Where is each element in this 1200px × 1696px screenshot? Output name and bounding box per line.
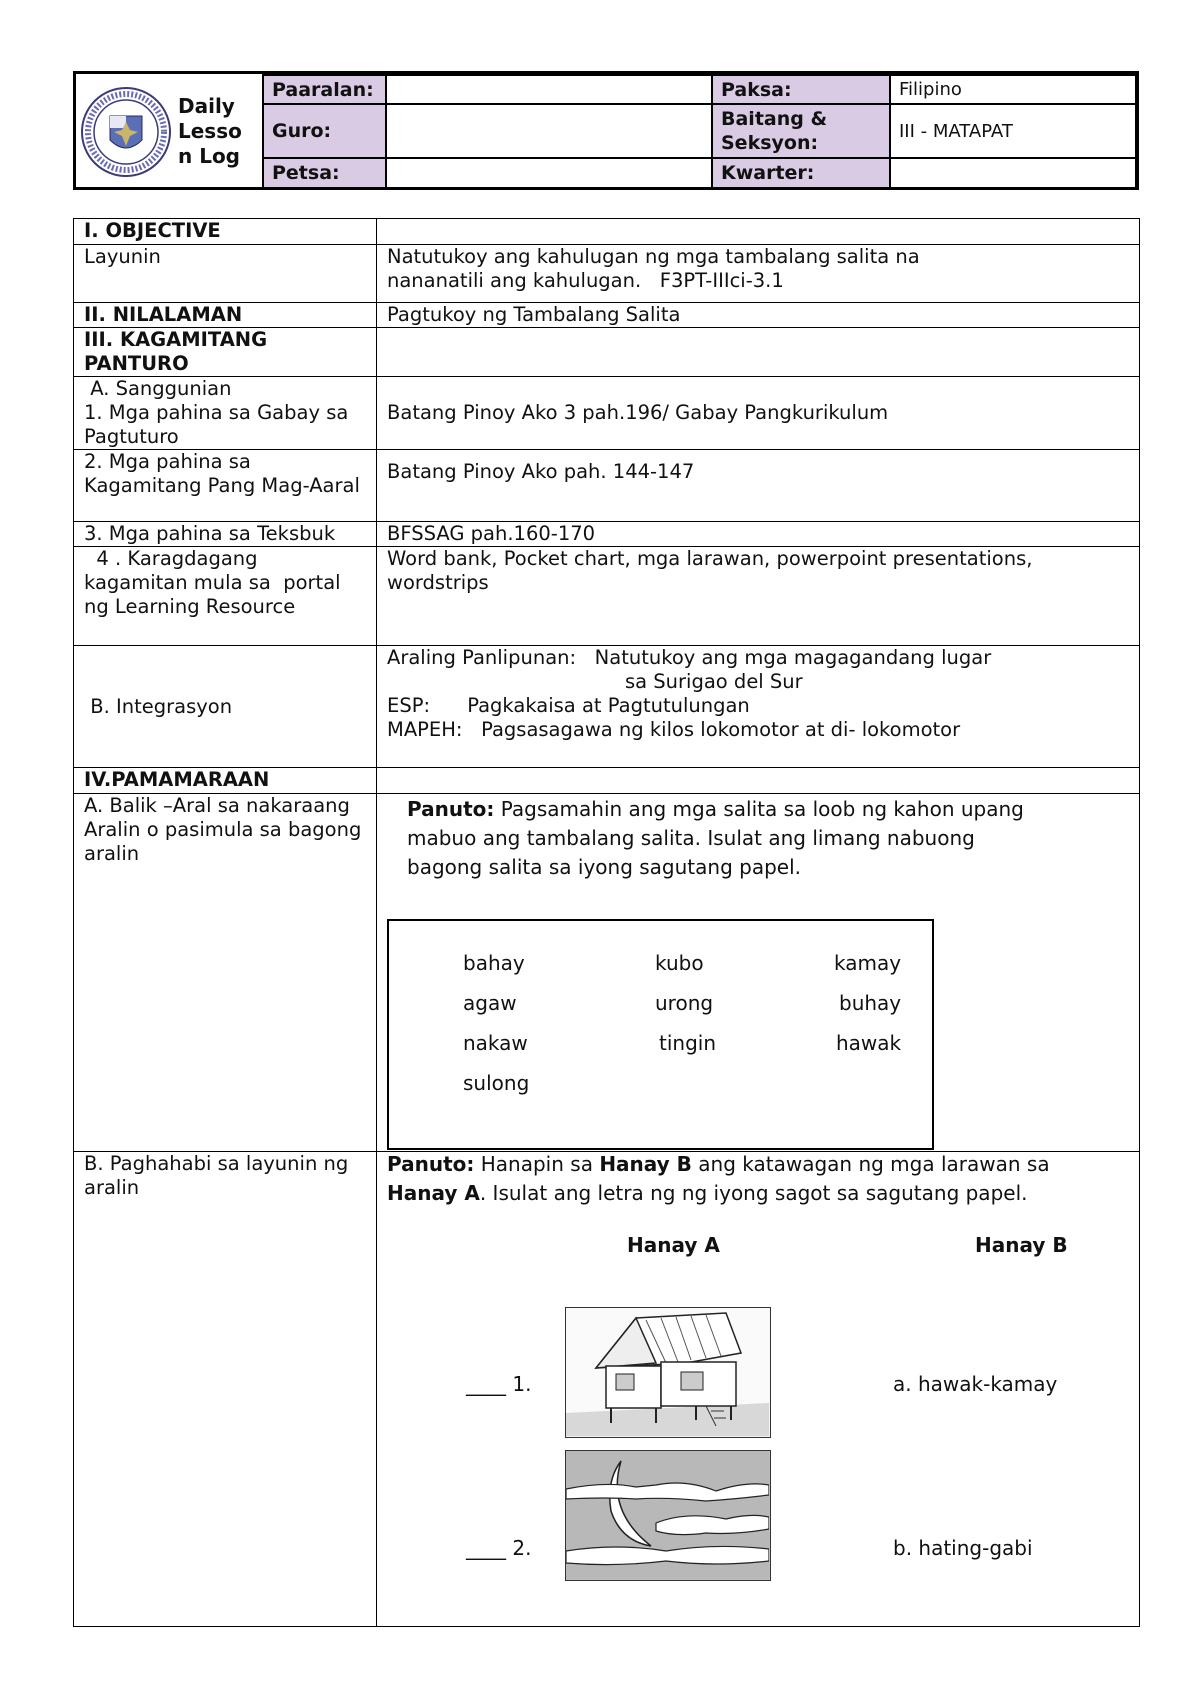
layunin-value: Natutukoy ang kahulugan ng mga tambalang salita na nananatili ang kahulugan. F3PT-IIIci-3.1 <box>377 245 1140 303</box>
paksa-label: Paksa: <box>712 75 890 104</box>
word-item: bahay <box>463 951 525 975</box>
integrasyon-esp: ESP: Pagkakaisa at Pagtutulungan <box>387 694 750 717</box>
guro-label: Guro: <box>263 104 386 158</box>
deped-seal-icon <box>80 86 172 178</box>
panuto-bold: Panuto: <box>387 1152 475 1176</box>
gabay-value: Batang Pinoy Ako 3 pah.196/ Gabay Pangkurikulum <box>377 377 1140 450</box>
header-table <box>73 71 1139 190</box>
panuto-line-3: bagong salita sa iyong sagutang papel. <box>407 855 801 879</box>
word-item: kubo <box>655 951 704 975</box>
table-row <box>74 646 1140 768</box>
word-item: tingin <box>659 1031 717 1055</box>
paghahabi-label: B. Paghahabi sa layunin ng aralin <box>74 1152 377 1627</box>
mag-aaral-value: Batang Pinoy Ako pah. 144-147 <box>377 450 1140 522</box>
sanggunian-label: A. Sanggunian <box>84 377 232 400</box>
balik-panuto <box>407 795 1107 882</box>
panuto-text: . Isulat ang letra ng ng iyong sagot sa sagutang papel. <box>479 1181 1028 1205</box>
integrasyon-cell <box>377 646 1140 768</box>
empty-cell <box>377 768 1140 794</box>
teksbuk-value: BFSSAG pah.160-170 <box>377 522 1140 547</box>
word-item: agaw <box>463 991 517 1015</box>
table-row <box>74 450 1140 522</box>
integrasyon-ap: Araling Panlipunan: Natutukoy ang mga magagandang lugar <box>387 646 992 669</box>
answer-a: a. hawak-kamay <box>893 1372 1058 1396</box>
layunin-label: Layunin <box>74 245 377 303</box>
gabay-label: 1. Mga pahina sa Gabay sa Pagtuturo <box>84 401 349 448</box>
table-row <box>74 219 1140 245</box>
panuto-hanay-b: Hanay B <box>599 1152 692 1176</box>
table-row <box>74 303 1140 328</box>
objective-heading: I. OBJECTIVE <box>74 219 377 245</box>
baitang-label: Baitang & Seksyon: <box>712 104 890 158</box>
paghahabi-panuto <box>387 1150 1127 1208</box>
nipa-hut-icon <box>565 1307 771 1438</box>
panuto-hanay-a: Hanay A <box>387 1181 480 1205</box>
integrasyon-mapeh: MAPEH: Pagsasagawa ng kilos lokomotor at di- lokomotor <box>387 718 961 741</box>
teksbuk-label: 3. Mga pahina sa Teksbuk <box>74 522 377 547</box>
logo-cell <box>76 75 263 188</box>
baitang-value[interactable]: III - MATAPAT <box>890 104 1136 158</box>
panuto-bold: Panuto: <box>407 797 495 821</box>
kwarter-value[interactable] <box>890 158 1136 188</box>
nilalaman-value: Pagtukoy ng Tambalang Salita <box>377 303 1140 328</box>
hanay-a-heading: Hanay A <box>627 1233 720 1257</box>
word-item: hawak <box>836 1031 902 1055</box>
answer-b: b. hating-gabi <box>893 1536 1033 1560</box>
item-1-blank[interactable]: ____ 1. <box>466 1372 532 1396</box>
table-row <box>74 328 1140 377</box>
word-item: urong <box>655 991 714 1015</box>
item-2-blank[interactable]: ____ 2. <box>466 1536 532 1560</box>
panuto-text: Hanapin sa <box>474 1152 600 1176</box>
hanay-b-heading: Hanay B <box>975 1233 1068 1257</box>
guro-value[interactable] <box>386 104 712 158</box>
nilalaman-label: II. NILALAMAN <box>74 303 377 328</box>
petsa-label: Petsa: <box>263 158 386 188</box>
table-row <box>74 547 1140 646</box>
karagdagang-value: Word bank, Pocket chart, mga larawan, powerpoint presentations, wordstrips <box>377 547 1140 646</box>
table-row <box>74 377 1140 450</box>
panuto-line-2: mabuo ang tambalang salita. Isulat ang limang nabuong <box>407 826 975 850</box>
table-row <box>74 768 1140 794</box>
empty-cell <box>377 328 1140 377</box>
pamamaraan-label: IV.PAMAMARAAN <box>74 768 377 794</box>
word-item: sulong <box>463 1071 530 1095</box>
empty-cell <box>377 219 1140 245</box>
paaralan-label: Paaralan: <box>263 75 386 104</box>
integrasyon-label: B. Integrasyon <box>74 646 377 768</box>
balik-label: A. Balik –Aral sa nakaraang Aralin o pasimula sa bagong aralin <box>74 794 377 1152</box>
paaralan-value[interactable] <box>386 75 712 104</box>
petsa-value[interactable] <box>386 158 712 188</box>
word-item: buhay <box>839 991 902 1015</box>
integrasyon-ap-cont: sa Surigao del Sur <box>625 670 803 693</box>
panuto-line-1: Pagsamahin ang mga salita sa loob ng kahon upang <box>500 797 1024 821</box>
gabay-cell <box>74 377 377 450</box>
panuto-text: ang katawagan ng mga larawan sa <box>691 1152 1050 1176</box>
table-row <box>74 522 1140 547</box>
word-box <box>387 919 934 1150</box>
kagamitan-label: III. KAGAMITANG PANTURO <box>74 328 377 377</box>
paksa-value[interactable]: Filipino <box>890 75 1136 104</box>
karagdagang-label: 4 . Karagdagang kagamitan mula sa portal ng Learning Resource <box>74 547 377 646</box>
daily-lesson-log-title: Daily Lesso n Log <box>178 94 242 168</box>
word-item: nakaw <box>463 1031 528 1055</box>
table-row <box>74 245 1140 303</box>
kwarter-label: Kwarter: <box>712 158 890 188</box>
word-item: kamay <box>834 951 902 975</box>
crescent-moon-icon <box>565 1450 771 1581</box>
mag-aaral-label: 2. Mga pahina sa Kagamitang Pang Mag-Aaral <box>74 450 377 522</box>
